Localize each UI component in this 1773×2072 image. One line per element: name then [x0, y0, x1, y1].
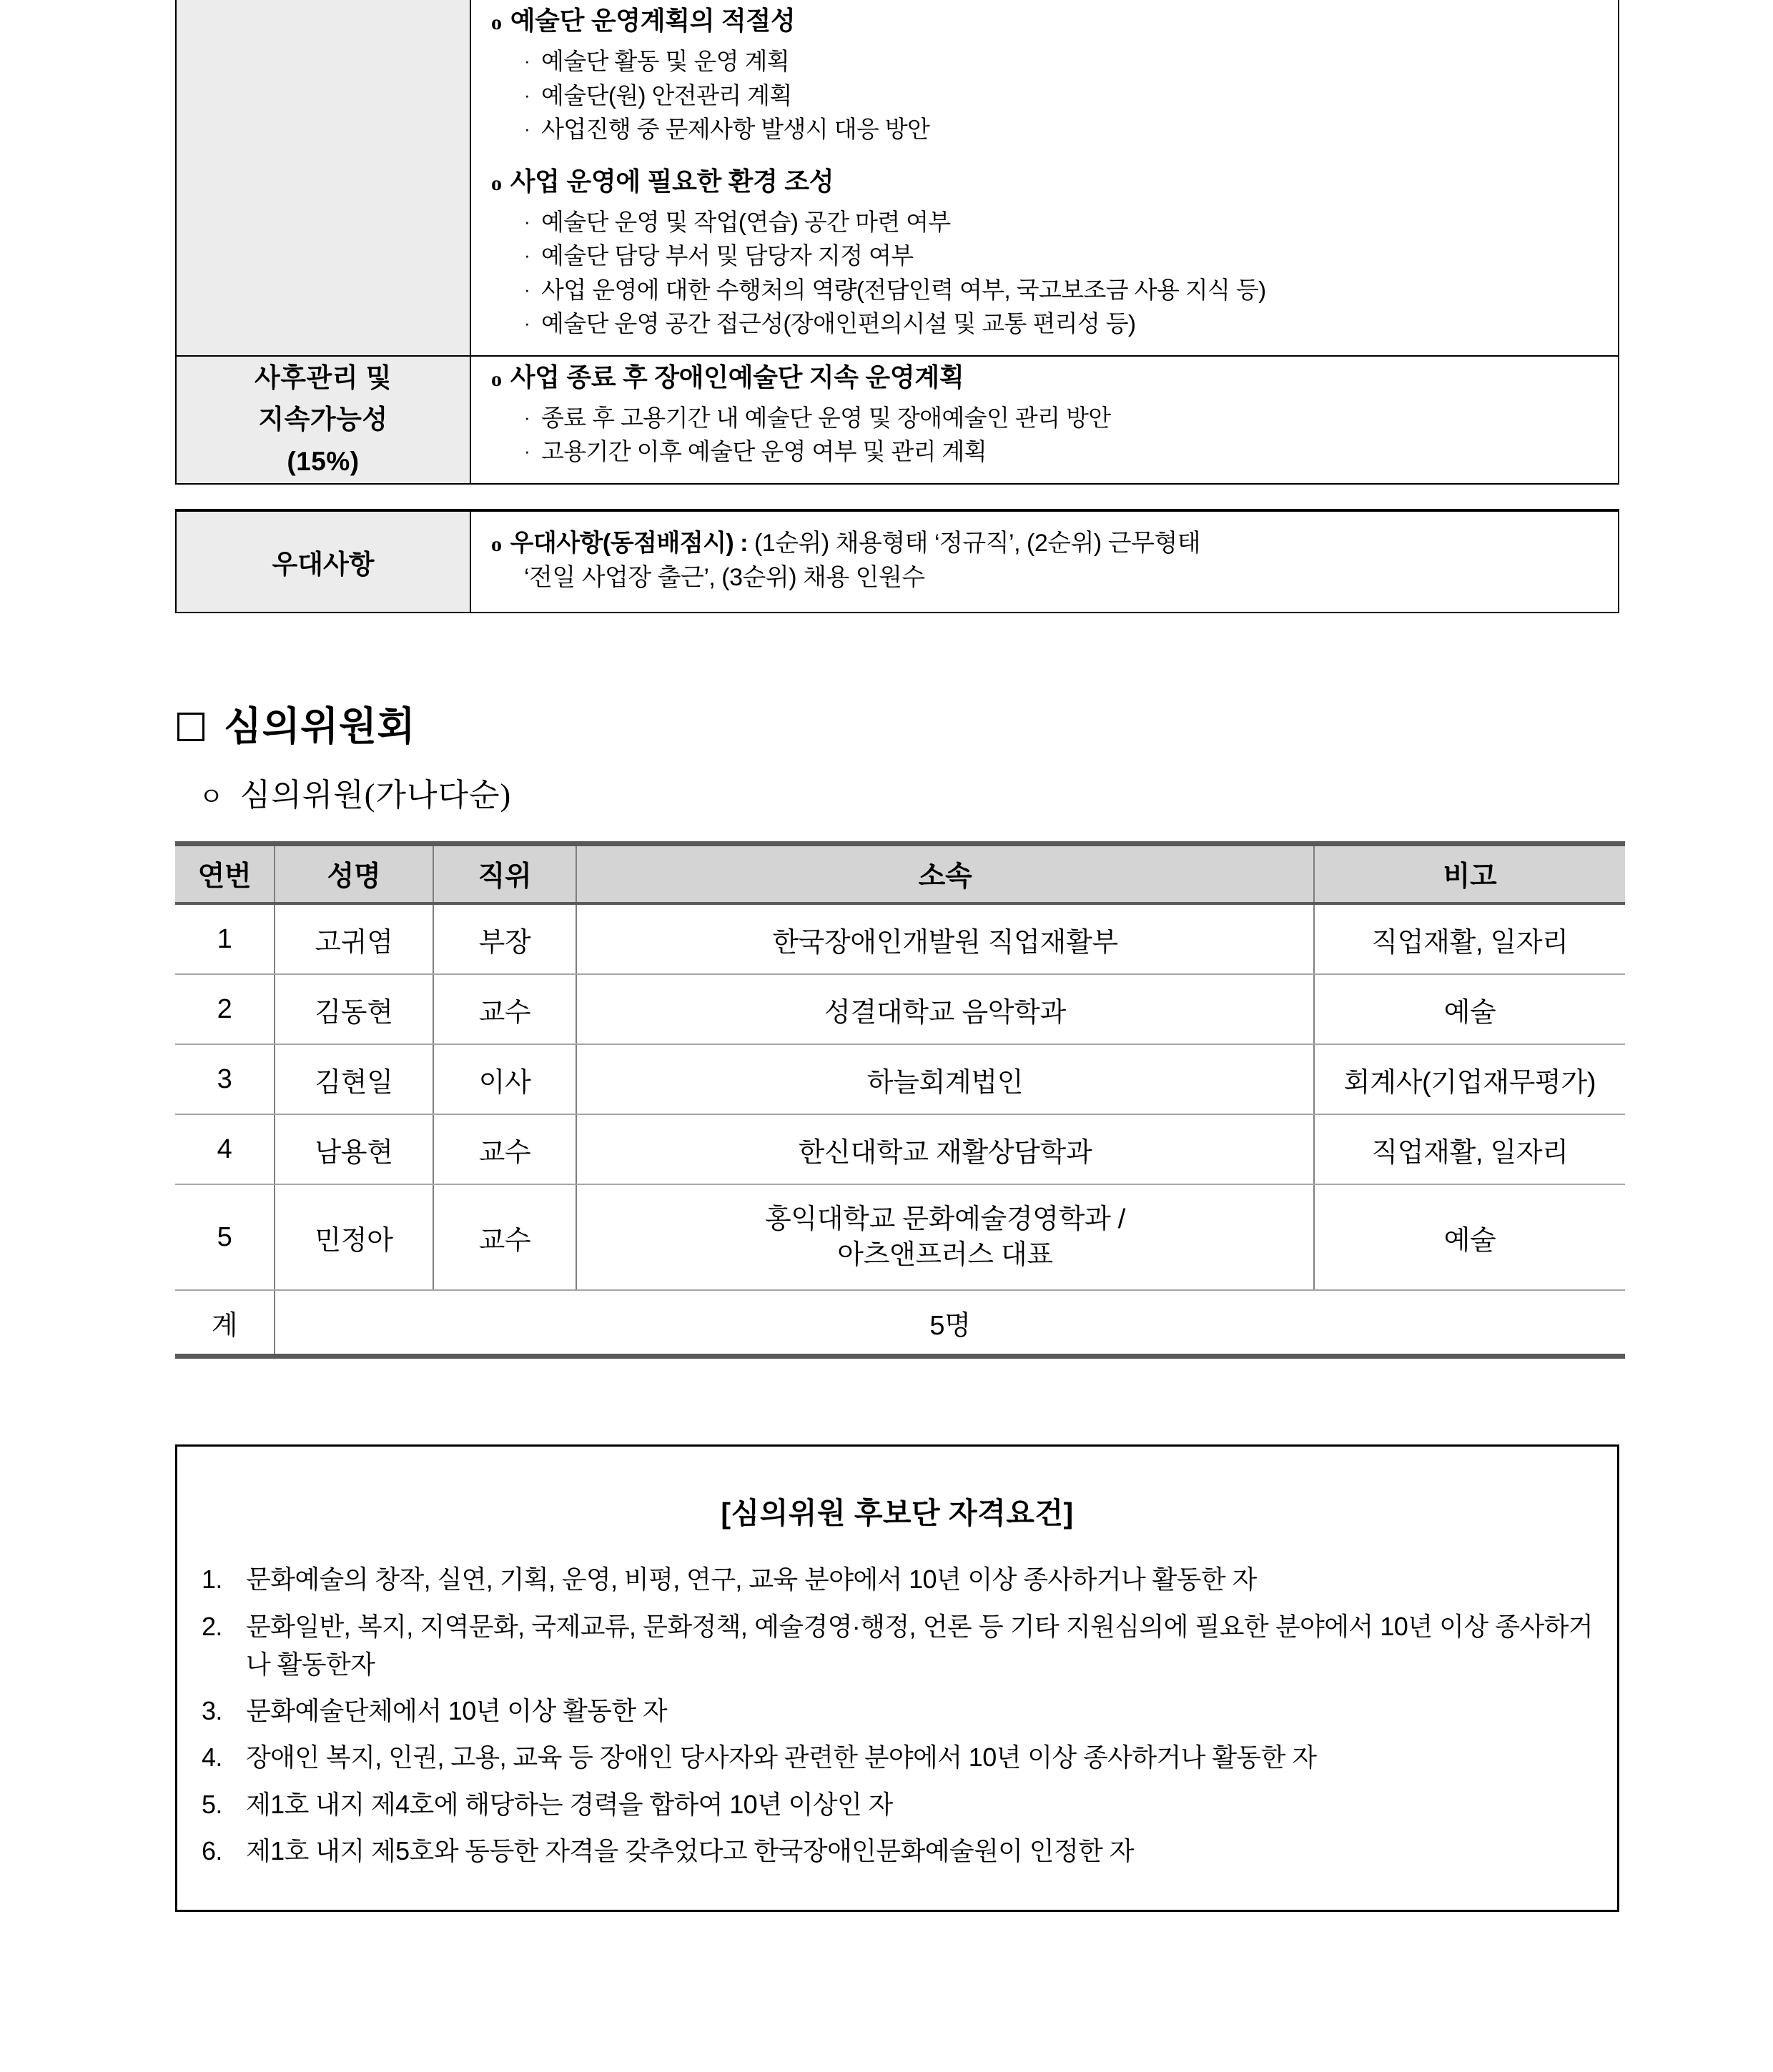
criteria-sub-item	[491, 273, 1604, 307]
preference-label-cell: 우대사항	[176, 510, 470, 613]
preference-line-1-bold: 우대사항(동점배점시) :	[510, 529, 749, 557]
criteria-sub-item	[491, 79, 1604, 113]
section-heading	[177, 705, 1773, 748]
qualification-item-number: 6.	[202, 1835, 222, 1865]
table-row	[175, 903, 1625, 974]
circle-bullet-icon: ㅇ	[199, 782, 224, 811]
criteria-sub-item-text: 사업진행 중 문제사항 발생시 대응 방안	[541, 116, 930, 143]
cell-name: 김현일	[275, 1044, 433, 1114]
table-row	[176, 510, 1619, 613]
table-total-row	[175, 1290, 1625, 1357]
criteria-group	[491, 165, 1604, 341]
section-heading-text: 심의위원회	[224, 704, 416, 749]
qualification-item	[202, 1738, 1593, 1776]
qualification-item-number: 1.	[202, 1565, 222, 1595]
middot-icon: ·	[524, 440, 530, 462]
cell-name: 김동현	[275, 974, 433, 1044]
criteria-sub-item	[491, 401, 1604, 435]
criteria-group	[491, 361, 1604, 469]
middot-icon: ·	[524, 278, 530, 300]
qualification-item	[202, 1607, 1593, 1684]
circle-marker-icon: o	[491, 367, 502, 391]
criteria-sub-item-text: 예술단 운영 및 작업(연습) 공간 마련 여부	[541, 208, 951, 235]
cell-remark: 직업재활, 일자리	[1314, 903, 1625, 974]
cell-org-line-1: 홍익대학교 문화예술경영학과 /	[764, 1204, 1126, 1235]
column-header-name: 성명	[275, 844, 433, 904]
middot-icon: ·	[524, 210, 530, 232]
cell-name: 고귀염	[275, 903, 433, 974]
criteria-label-cell-continued	[176, 0, 470, 356]
preference-table	[175, 509, 1619, 614]
qualification-item	[202, 1785, 1593, 1823]
column-header-position: 직위	[433, 844, 576, 904]
cell-name: 남용현	[275, 1114, 433, 1184]
cell-position: 이사	[433, 1044, 576, 1114]
criteria-sub-item	[491, 307, 1604, 341]
criteria-label-line-2: 지속가능성	[258, 405, 388, 435]
table-row	[175, 1184, 1625, 1290]
cell-remark: 회계사(기업재무평가)	[1314, 1044, 1625, 1114]
cell-org: 하늘회계법인	[576, 1044, 1314, 1114]
cell-total-value: 5명	[275, 1290, 1625, 1357]
criteria-sub-item	[491, 435, 1604, 469]
criteria-group-title	[491, 4, 1604, 37]
preference-line-1-rest: (1순위) 채용형태 ‘정규직’, (2순위) 근무형태	[748, 529, 1201, 557]
circle-marker-icon: o	[491, 532, 502, 556]
qualification-item	[202, 1692, 1593, 1730]
qualification-item-number: 2.	[202, 1611, 222, 1641]
qualification-item-text: 제1호 내지 제5호와 동등한 자격을 갖추었다고 한국장애인문화예술원이 인정한 자	[246, 1835, 1134, 1865]
criteria-sub-item	[491, 205, 1604, 239]
criteria-group-title-text: 사업 운영에 필요한 환경 조성	[510, 166, 834, 196]
cell-position: 교수	[433, 1184, 576, 1290]
qualification-item	[202, 1560, 1593, 1598]
criteria-sub-item-text: 종료 후 고용기간 내 예술단 운영 및 장애예술인 관리 방안	[541, 404, 1111, 431]
middot-icon: ·	[524, 84, 530, 106]
cell-remark: 직업재활, 일자리	[1314, 1114, 1625, 1184]
cell-no: 5	[175, 1184, 275, 1290]
cell-position: 부장	[433, 903, 576, 974]
cell-remark: 예술	[1314, 1184, 1625, 1290]
qualification-item-text: 문화일반, 복지, 지역문화, 국제교류, 문화정책, 예술경영·행정, 언론 등 기타 지원심의에 필요한 분야에서 10년 이상 종사하거나 활동한자	[246, 1611, 1593, 1679]
subsection-heading	[199, 778, 1773, 813]
criteria-sub-item	[491, 239, 1604, 273]
qualification-item	[202, 1832, 1593, 1870]
criteria-sub-item-text: 사업 운영에 대한 수행처의 역량(전담인력 여부, 국고보조금 사용 지식 등)	[541, 276, 1266, 303]
table-row	[175, 1114, 1625, 1184]
qualification-item-number: 3.	[202, 1696, 222, 1726]
middot-icon: ·	[524, 118, 530, 140]
qualification-item-text: 장애인 복지, 인권, 고용, 교육 등 장애인 당사자와 관련한 분야에서 10년 이상 종사하거나 활동한 자	[246, 1743, 1317, 1773]
criteria-sub-item-text: 예술단(원) 안전관리 계획	[541, 81, 792, 109]
table-row	[175, 1044, 1625, 1114]
subsection-heading-text: 심의위원(가나다순)	[239, 777, 512, 813]
criteria-label-weight: (15%)	[287, 446, 360, 476]
cell-position: 교수	[433, 1114, 576, 1184]
qualification-item-text: 문화예술단체에서 10년 이상 활동한 자	[246, 1696, 668, 1726]
criteria-group	[491, 4, 1604, 147]
criteria-sub-item	[491, 112, 1604, 147]
criteria-sub-item-text: 예술단 담당 부서 및 담당자 지정 여부	[541, 242, 914, 269]
criteria-group-title	[491, 361, 1604, 394]
cell-no: 1	[175, 903, 275, 974]
table-header-row	[175, 844, 1625, 904]
criteria-sub-item	[491, 44, 1604, 79]
middot-icon: ·	[524, 406, 530, 428]
criteria-sub-item-text: 고용기간 이후 예술단 운영 여부 및 관리 계획	[541, 438, 987, 465]
cell-position: 교수	[433, 974, 576, 1044]
circle-marker-icon: o	[491, 171, 502, 195]
circle-marker-icon: o	[491, 11, 502, 34]
criteria-body-cell-sustainability	[470, 356, 1619, 484]
preference-line-1	[491, 526, 1604, 560]
cell-name: 민정아	[275, 1184, 433, 1290]
column-header-remark: 비고	[1314, 844, 1625, 904]
evaluation-criteria-table	[175, 0, 1619, 485]
qualification-item-number: 4.	[202, 1743, 222, 1773]
cell-no: 4	[175, 1114, 275, 1184]
preference-line-2: ‘전일 사업장 출근’, (3순위) 채용 인원수	[524, 564, 925, 592]
column-header-no: 연번	[175, 844, 275, 904]
qualification-item-text: 문화예술의 창작, 실연, 기획, 운영, 비평, 연구, 교육 분야에서 10년 이상 종사하거나 활동한 자	[246, 1565, 1257, 1595]
cell-no: 3	[175, 1044, 275, 1114]
qualification-item-number: 5.	[202, 1789, 222, 1819]
criteria-body-cell-continued	[470, 0, 1619, 356]
qualification-requirements-box	[175, 1444, 1619, 1912]
criteria-sub-item-text: 예술단 활동 및 운영 계획	[541, 48, 790, 75]
cell-org: 한국장애인개발원 직업재활부	[576, 903, 1314, 974]
middot-icon: ·	[524, 312, 530, 334]
table-row	[176, 356, 1619, 484]
criteria-sub-item-text: 예술단 운영 공간 접근성(장애인편의시설 및 교통 편리성 등)	[541, 310, 1136, 337]
committee-table-wrapper	[175, 841, 1619, 1359]
square-bullet-icon	[177, 713, 204, 741]
criteria-group-title-text: 사업 종료 후 장애인예술단 지속 운영계획	[510, 362, 964, 392]
cell-org: 성결대학교 음악학과	[576, 974, 1314, 1044]
column-header-org: 소속	[576, 844, 1314, 904]
cell-total-label: 계	[175, 1290, 275, 1357]
criteria-group-title	[491, 165, 1604, 198]
criteria-label-cell-sustainability	[176, 356, 470, 484]
criteria-group-title-text: 예술단 운영계획의 적절성	[510, 6, 796, 35]
middot-icon: ·	[524, 244, 530, 267]
preference-body-cell	[470, 510, 1619, 613]
committee-members-table	[175, 841, 1625, 1359]
criteria-label-line-1: 사후관리 및	[255, 362, 392, 392]
cell-org-line-2: 아츠앤프러스 대표	[837, 1240, 1053, 1271]
qualification-item-text: 제1호 내지 제4호에 해당하는 경력을 합하여 10년 이상인 자	[246, 1789, 893, 1819]
cell-no: 2	[175, 974, 275, 1044]
middot-icon: ·	[524, 50, 530, 72]
cell-org: 한신대학교 재활상담학과	[576, 1114, 1314, 1184]
cell-org	[576, 1184, 1314, 1290]
table-row	[175, 974, 1625, 1044]
qualification-title: [심의위원 후보단 자격요건]	[721, 1497, 1074, 1530]
cell-remark: 예술	[1314, 974, 1625, 1044]
table-row	[176, 0, 1619, 356]
